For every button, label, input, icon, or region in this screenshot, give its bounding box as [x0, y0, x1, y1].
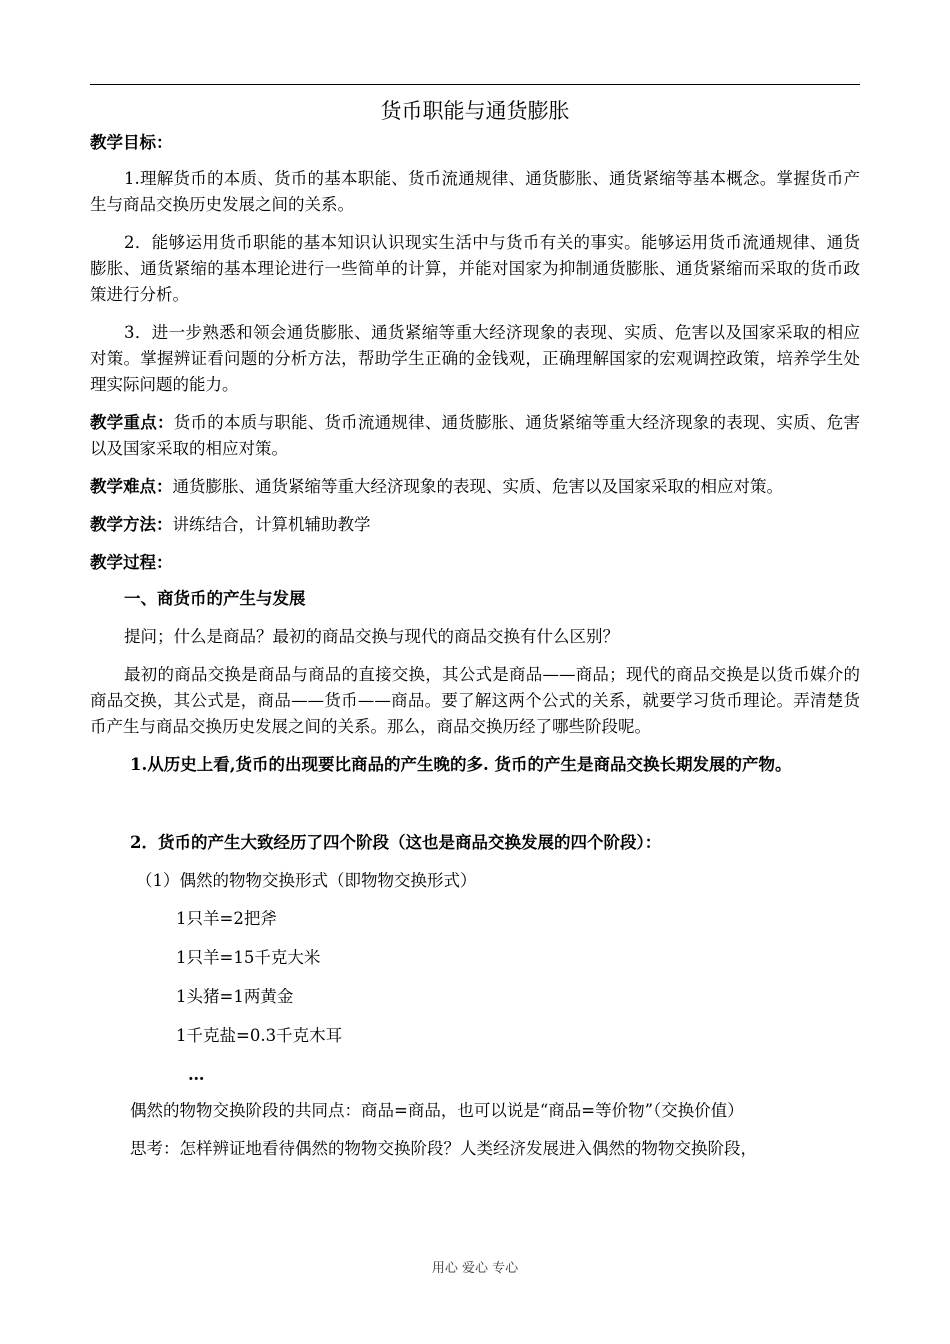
- objective-1: 1.理解货币的本质、货币的基本职能、货币流通规律、通货膨胀、通货紧缩等基本概念。掌握货币产生与商品交换历史发展之间的关系。: [90, 169, 860, 214]
- document-title: 货币职能与通货膨胀: [380, 99, 570, 123]
- point-1: 1.从历史上看,货币的出现要比商品的产生晚的多. 货币的产生是商品交换长期发展的产物。: [130, 755, 792, 774]
- stage-1-heading: （1）偶然的物物交换形式（即物物交换形式）: [136, 871, 477, 890]
- common-point: 偶然的物物交换阶段的共同点：商品=商品，也可以说是“商品=等价物”（交换价值）: [130, 1101, 744, 1120]
- difficulties-label: 教学难点：: [90, 477, 173, 496]
- key-points-label: 教学重点：: [90, 413, 174, 432]
- section1-heading: 一、商货币的产生与发展: [124, 589, 306, 608]
- header-rule: [90, 84, 860, 85]
- methods-label: 教学方法：: [90, 515, 173, 534]
- objective-2: 2．能够运用货币职能的基本知识认识现实生活中与货币有关的事实。能够运用货币流通规律、通货膨胀、通货紧缩的基本理论进行一些简单的计算，并能对国家为抑制通货膨胀、通货紧缩而采取的货币政策进行分析。: [90, 233, 860, 304]
- spacer: [90, 790, 860, 830]
- key-points: [90, 410, 860, 462]
- objective-3: 3．进一步熟悉和领会通货膨胀、通货紧缩等重大经济现象的表现、实质、危害以及国家采取的相应对策。掌握辨证看问题的分析方法，帮助学生正确的金钱观，正确理解国家的宏观调控政策，培养学生处理实际问题的能力。: [90, 323, 860, 394]
- difficulties: [90, 474, 860, 500]
- page-footer: 用心 爱心 专心: [431, 1261, 519, 1276]
- point-2: 2．货币的产生大致经历了四个阶段（这也是商品交换发展的四个阶段）：: [130, 833, 662, 852]
- objectives-heading: 教学目标：: [90, 133, 173, 152]
- think-paragraph: 思考：怎样辨证地看待偶然的物物交换阶段？人类经济发展进入偶然的物物交换阶段，: [130, 1139, 757, 1158]
- methods-text: 讲练结合，计算机辅助教学: [172, 515, 371, 534]
- key-points-text: 货币的本质与职能、货币流通规律、通货膨胀、通货紧缩等重大经济现象的表现、实质、危害以及国家采取的相应对策。: [90, 413, 861, 458]
- explanation-paragraph: 最初的商品交换是商品与商品的直接交换，其公式是商品——商品；现代的商品交换是以货币媒介的商品交换，其公式是，商品——货币——商品。要了解这两个公式的关系，就要学习货币理论。弄清楚货币产生与商品交换历史发展之间的关系。那么，商品交换历经了哪些阶段呢。: [90, 665, 860, 736]
- question-paragraph: 提问；什么是商品？最初的商品交换与现代的商品交换有什么区别？: [124, 627, 619, 646]
- equation-2: 1只羊=15千克大米: [176, 948, 321, 967]
- equation-3: 1头猪=1两黄金: [176, 987, 294, 1006]
- ellipsis: …: [188, 1065, 205, 1084]
- equation-1: 1只羊=2把斧: [176, 909, 277, 928]
- process-heading: 教学过程：: [90, 553, 173, 572]
- document-page: [90, 96, 860, 1174]
- equation-4: 1千克盐=0.3千克木耳: [176, 1026, 343, 1045]
- difficulties-text: 通货膨胀、通货紧缩等重大经济现象的表现、实质、危害以及国家采取的相应对策。: [172, 477, 783, 496]
- methods: [90, 512, 860, 538]
